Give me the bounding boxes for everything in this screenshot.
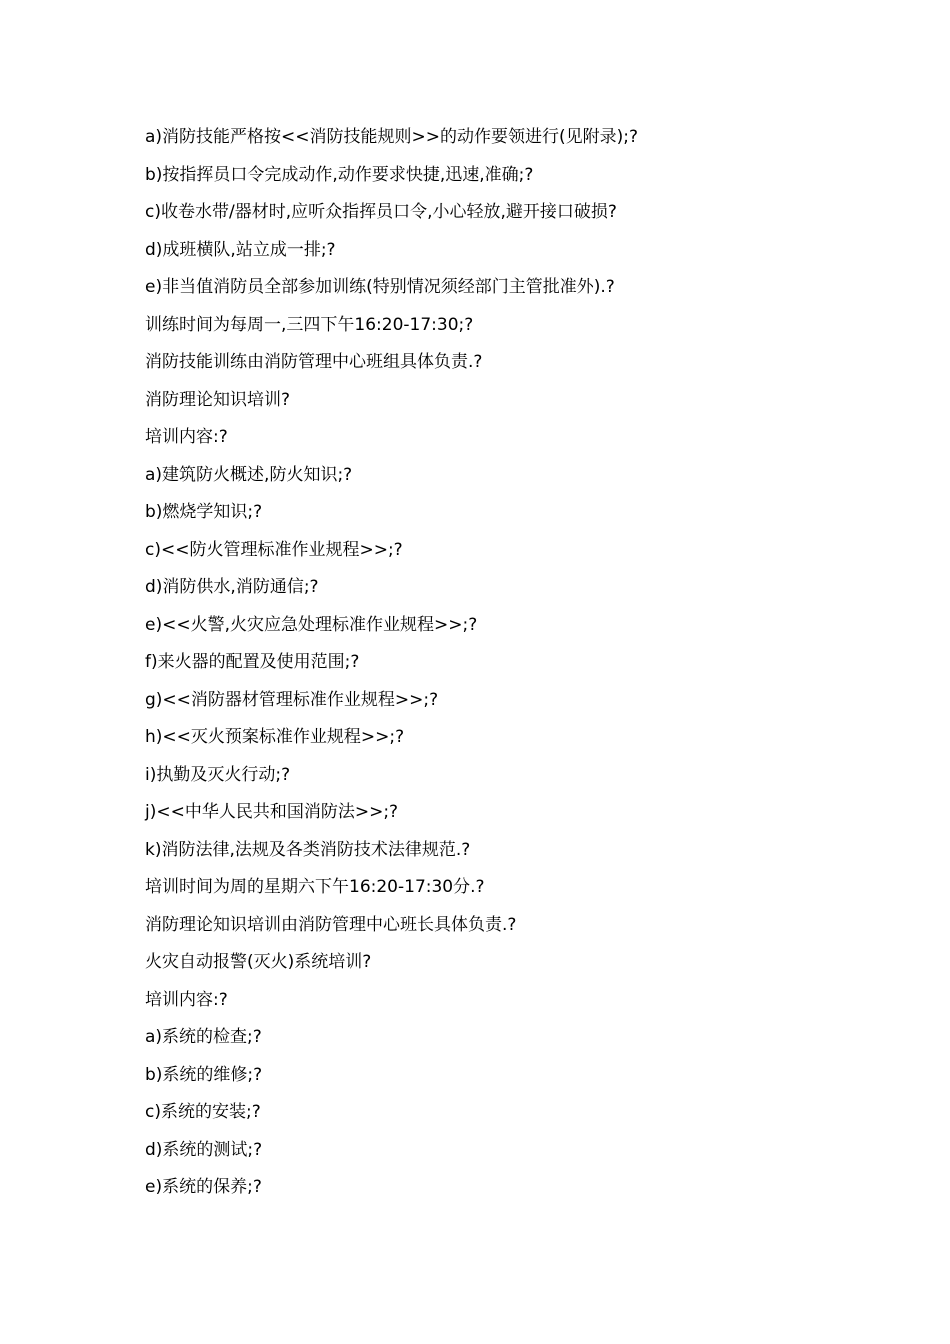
list-item-theory-d: d)消防供水,消防通信;? <box>145 577 319 597</box>
document-body <box>145 122 865 1210</box>
theory-responsibility: 消防理论知识培训由消防管理中心班长具体负责.? <box>145 914 517 935</box>
list-item-theory-f: f)来火器的配置及使用范围;? <box>145 652 360 672</box>
list-item-theory-i: i)执勤及灭火行动;? <box>145 764 291 785</box>
list-item-skill-a: a)消防技能严格按<<消防技能规则>>的动作要领进行(见附录);? <box>145 127 639 147</box>
list-item-theory-g: g)<<消防器材管理标准作业规程>>;? <box>145 689 439 710</box>
section-heading-theory: 消防理论知识培训? <box>145 389 291 410</box>
list-item-system-e: e)系统的保养;? <box>145 1177 262 1197</box>
list-item-system-a: a)系统的检查;? <box>145 1027 262 1047</box>
content-label: 培训内容:? <box>145 427 228 447</box>
list-item-skill-c: c)收卷水带/器材时,应听众指挥员口令,小心轻放,避开接口破损? <box>145 202 617 222</box>
list-item-skill-e: e)非当值消防员全部参加训练(特别情况须经部门主管批准外).? <box>145 277 615 297</box>
list-item-theory-j: j)<<中华人民共和国消防法>>;? <box>145 802 399 822</box>
list-item-system-b: b)系统的维修;? <box>145 1064 263 1085</box>
list-item-skill-d: d)成班横队,站立成一排;? <box>145 239 336 260</box>
list-item-theory-h: h)<<灭火预案标准作业规程>>;? <box>145 727 405 747</box>
list-item-system-d: d)系统的测试;? <box>145 1139 263 1160</box>
list-item-theory-b: b)燃烧学知识;? <box>145 502 263 522</box>
content-label: 培训内容:? <box>145 989 228 1010</box>
training-responsibility: 消防技能训练由消防管理中心班组具体负责.? <box>145 352 483 372</box>
theory-schedule: 培训时间为周的星期六下午16:20-17:30分.? <box>145 877 485 897</box>
list-item-skill-b: b)按指挥员口令完成动作,动作要求快捷,迅速,准确;? <box>145 164 534 185</box>
list-item-theory-e: e)<<火警,火灾应急处理标准作业规程>>;? <box>145 614 478 635</box>
list-item-system-c: c)系统的安装;? <box>145 1102 261 1122</box>
section-heading-alarm-system: 火灾自动报警(灭火)系统培训? <box>145 952 372 972</box>
training-schedule: 训练时间为每周一,三四下午16:20-17:30;? <box>145 314 474 335</box>
list-item-theory-c: c)<<防火管理标准作业规程>>;? <box>145 539 403 560</box>
list-item-theory-k: k)消防法律,法规及各类消防技术法律规范.? <box>145 839 471 860</box>
list-item-theory-a: a)建筑防火概述,防火知识;? <box>145 464 353 485</box>
